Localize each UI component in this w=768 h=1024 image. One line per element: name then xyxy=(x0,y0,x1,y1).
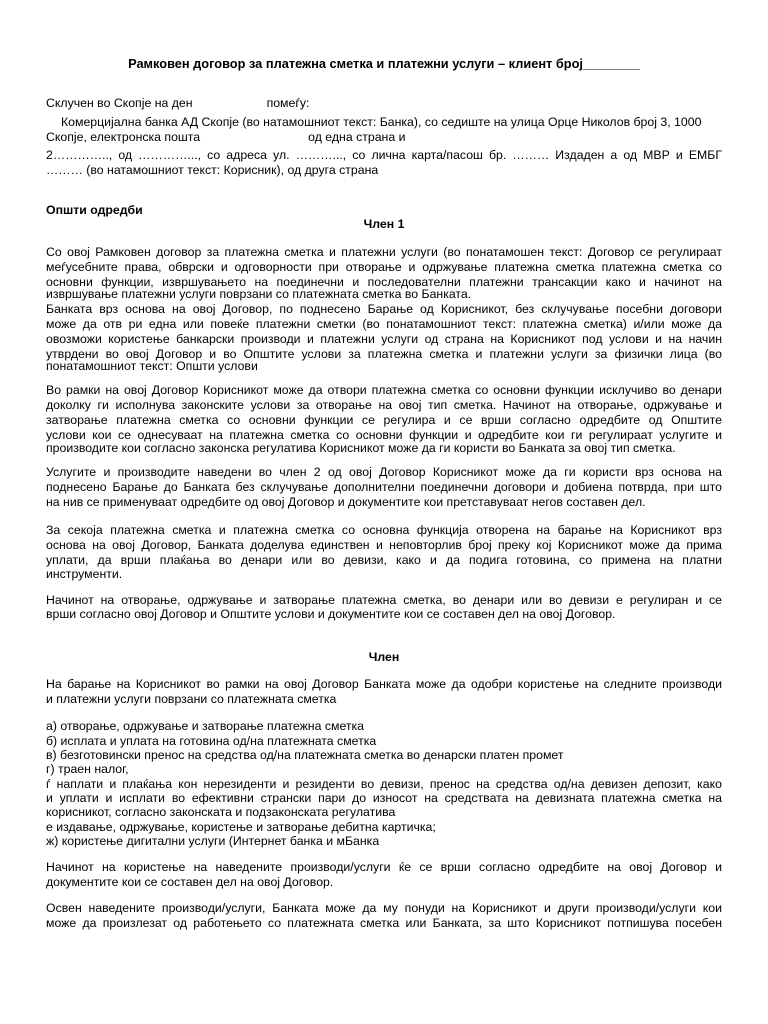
p9-line: може да произлезат од работењето со платежната сметка или Банката, за што Корисникот потпишува посебен xyxy=(46,916,722,930)
p7-line: и платежни услуги поврзани со платежната сметка xyxy=(46,692,337,706)
party1-line-2 xyxy=(46,130,722,145)
p4-line: поднесено Барање до Банката без склучување дополнителни поединечни договори и добиена потврда, при што xyxy=(46,480,722,494)
list-item: корисникот, согласно законската и подзаконската регулатива xyxy=(46,805,396,819)
party1-email-label: Скопје, електронска пошта xyxy=(46,130,201,144)
party1-line-1: Комерцијална банка АД Скопје (во натамошниот текст: Банка), со седиште на улица Орце Николов број 3, 1000 xyxy=(61,115,702,129)
list-item: е издавање, одржување, користење и затворање дебитна картичка; xyxy=(46,820,436,834)
list-item: б) исплата и уплата на готовина од/на платежната сметка xyxy=(46,734,377,748)
p3-line: затворање платежна сметка со основни функции се регулира и се врши согласно одредбите од Општите xyxy=(46,413,722,427)
section-general-heading: Општи одредби xyxy=(46,203,143,217)
p4-line: на нив се применуваат одредбите од овој Договор и документите кои претставуваат негов составен дел. xyxy=(46,495,646,509)
p1-line: извршување платежни услуги поврзани со платежната сметка во Банката. xyxy=(46,287,472,301)
party2-line-2: ……… (во натамошниот текст: Корисник), од друга страна xyxy=(46,163,379,177)
p6-line: Начинот на отворање, одржување и затворање платежна сметка, во денари или во девизи е регулиран и се xyxy=(46,593,722,607)
p9-line: Освен наведените производи/услуги, Банката може да му понуди на Корисникот и други производи/услуги кои xyxy=(46,901,722,915)
p8-line: документите кои се составен дел на овој Договор. xyxy=(46,875,334,889)
p2-line: може да отв ри една или повеќе платежни сметки (во понатамошниот текст: платежна сметка) и/или може да xyxy=(46,317,722,331)
article-2-title: Член xyxy=(368,650,400,664)
party2-line-1: 2………….., од …………..., со адреса ул. ………..., со лична карта/пасош бр. ……… Издаден а од МВР и ЕМБГ xyxy=(46,148,722,162)
list-item: а) отворање, одржување и затворање платежна сметка xyxy=(46,719,365,733)
list-item: и уплати и исплати во ефективни странски пари до износот на средствата на девизната платежна сметка на xyxy=(46,791,722,805)
p2-line: понатамошниот текст: Општи услови xyxy=(46,359,258,373)
p3-line: услови кои се однесуваат на платежна сметка со основни функции и одредбите кои ги регулираат услугите и xyxy=(46,428,722,442)
party1-side: од една страна и xyxy=(308,130,406,144)
p5-line: За секоја платежна сметка и платежна сметка со основна функција отворена на барање на Корисникот врз xyxy=(46,523,722,537)
concluded-prefix: Склучен во Скопје на ден xyxy=(46,96,193,110)
p5-line: основа на овој Договор, Банката доделува единствен и неповторлив број преку кој Корисникот може да прима xyxy=(46,538,722,552)
list-item: в) безготовински пренос на средства од/на платежната сметка во денарски платен промет xyxy=(46,748,564,762)
p2-line: овозможи користење банкарски производи и платежни услуги од страна на Корисникот под услови и на начин xyxy=(46,332,722,346)
p8-line: Начинот на користење на наведените производи/услуги ќе се врши согласно одредбите на овој Договор и xyxy=(46,860,722,874)
concluded-line xyxy=(46,96,722,111)
concluded-suffix: помеѓу: xyxy=(266,96,310,110)
list-item: г) траен налог, xyxy=(46,762,129,776)
article-1-title: Член 1 xyxy=(363,217,405,231)
p4-line: Услугите и производите наведени во член 2 од овој Договор Корисникот може да ги користи врз основа на xyxy=(46,465,722,479)
p3-line: Во рамки на овој Договор Корисникот може да отвори платежна сметка со основни функции исклучиво во денари xyxy=(46,383,722,397)
p7-line: На барање на Корисникот во рамки на овој Договор Банката може да одобри користење на следните производи xyxy=(46,677,722,691)
p2-line: утврдени во овој Договор и во Општите услови за платежна сметка и платежни услуги за физички лица (во xyxy=(46,347,722,361)
p6-line: врши согласно овој Договор и Општите услови и документите кои се составен дел на овој Договор. xyxy=(46,607,616,621)
list-item: ѓ наплати и плаќања кон нерезиденти и резиденти во девизи, пренос на средства од/на девизен депозит, како xyxy=(46,777,722,791)
p3-line: доколку ги исполнува законските услови за отворање на овој тип сметка. Начинот на отворање, одржување и xyxy=(46,398,722,412)
p1-line: меѓусебните права, обврски и одговорности при отворање и одржување платежна сметка платежна сметка со xyxy=(46,260,722,274)
list-item: ж) користење дигитални услуги (Интернет банка и мБанка xyxy=(46,834,380,848)
document-title: Рамковен договор за платежна сметка и платежни услуги – клиент број________ xyxy=(128,56,640,71)
p5-line: уплати, да врши плаќања во денари или во девизи, како и да подига готовина, со примена на платни xyxy=(46,553,722,567)
p1-line: Со овој Рамковен договор за платежна сметка и платежни услуги (во понатамошен текст: Договор се регулираат xyxy=(46,245,722,259)
p1-line: основни функции, извршувањето на поединечни и последователни платежни трансакции како и начинот на xyxy=(46,275,722,289)
p2-line: Банката врз основа на овој Договор, по поднесено Барање од Корисникот, без склучување посебни договори xyxy=(46,302,722,316)
p5-line: инструменти. xyxy=(46,567,123,581)
p3-line: производите кои согласно законска регулатива Корисникот може да ги користи во Банката за овој тип сметка. xyxy=(46,441,676,455)
